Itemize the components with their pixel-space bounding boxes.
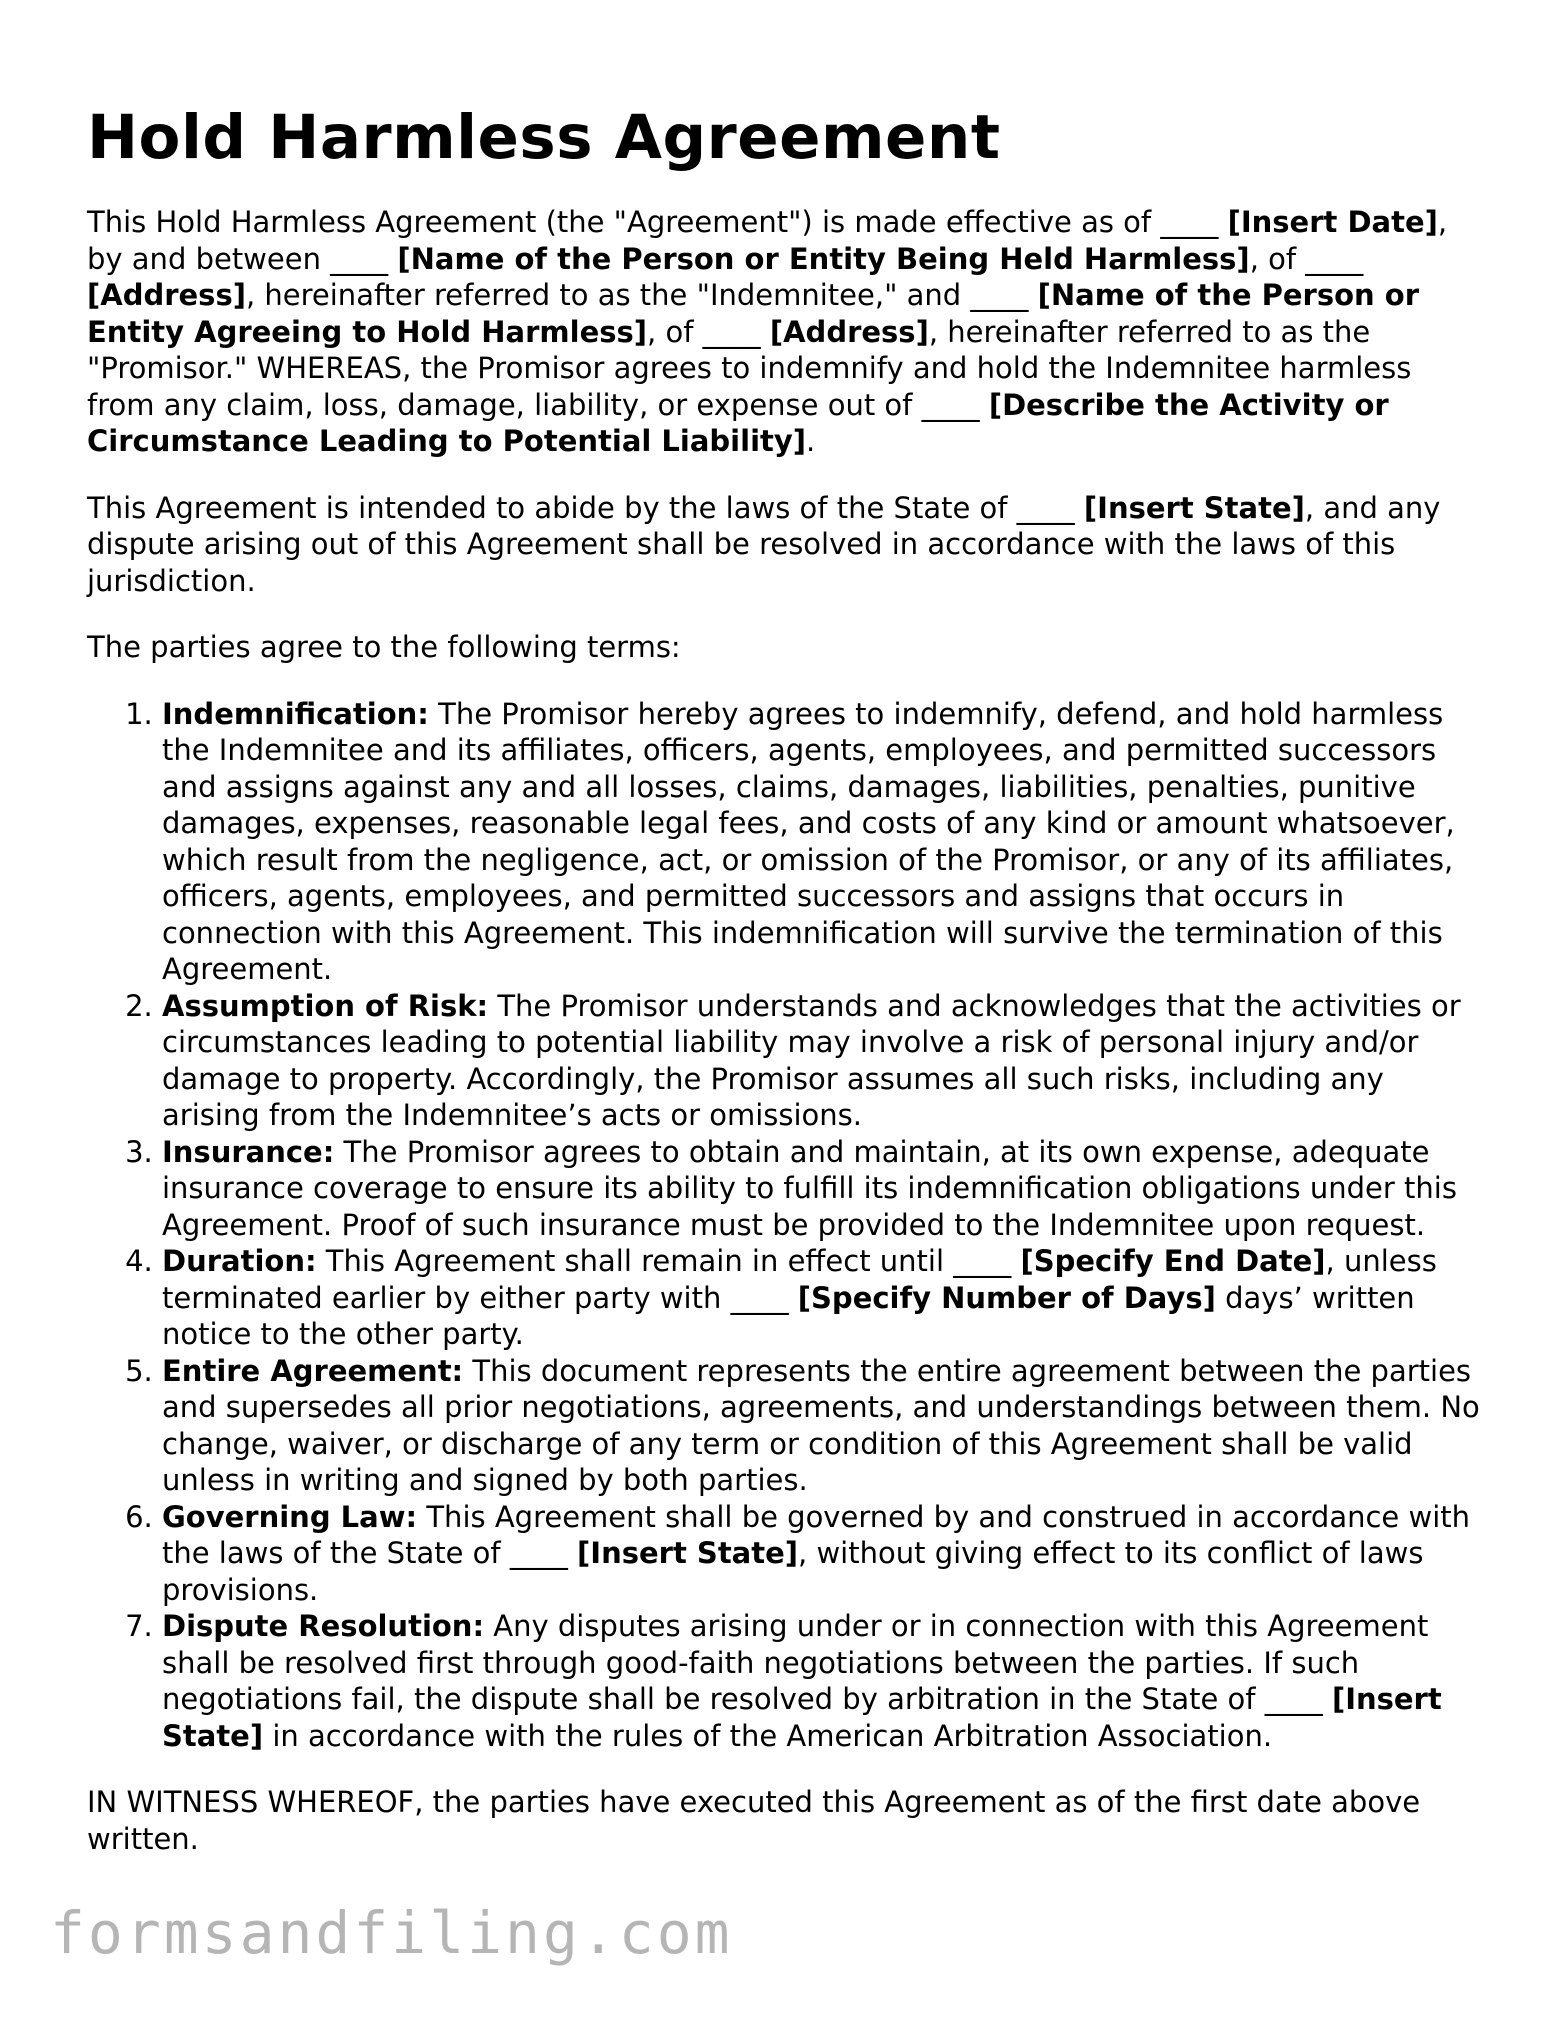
placeholder-end-date: [Specify End Date] <box>1020 1244 1326 1278</box>
term-heading: Governing Law: <box>162 1499 418 1534</box>
term-heading: Duration: <box>162 1244 317 1278</box>
placeholder-state: [Insert State] <box>1083 490 1305 525</box>
term-heading: Dispute Resolution: <box>162 1609 485 1643</box>
placeholder-state: [Insert State] <box>577 1536 799 1570</box>
term-heading: Indemnification: <box>162 696 429 731</box>
document-page <box>87 100 1487 1887</box>
terms-intro: The parties agree to the following terms: <box>87 630 681 664</box>
placeholder-state: [Insert State] <box>162 1682 1442 1753</box>
term-heading: Insurance: <box>162 1134 335 1169</box>
placeholder-indemnitee-address: [Address] <box>87 278 246 312</box>
term-governing-law: 6. Governing Law: This Agreement shall be governed by and construed in accordance with the laws of the State of ____ [Insert State], without giving effect to its conflict of laws provisions. <box>162 1499 1487 1609</box>
placeholder-activity: [Describe the Activity or Circumstance Leading to Potential Liability] <box>87 387 1389 458</box>
term-indemnification: 1. Indemnification: The Promisor hereby agrees to indemnify, defend, and hold harmless the Indemnitee and its affiliates, officers, agents, employees, and permitted successors and assigns against any and all losses, claims, damages, liabilities, penalties, punitive damages, expenses, reasonable legal fees, and costs of any kind or amount whatsoever, which result from the negligence, act, or omission of the Promisor, or any of its affiliates, officers, agents, employees, and permitted successors and assigns that occurs in connection with this Agreement. This indemnification will survive the termination of this Agreement. <box>162 696 1487 988</box>
term-duration: 4. Duration: This Agreement shall remain in effect until ____ [Specify End Date], unless terminated earlier by either party with ____ [Specify Number of Days] days’ written notice to the other party. <box>162 1243 1487 1353</box>
witness-paragraph: IN WITNESS WHEREOF, the parties have executed this Agreement as of the first date above written. <box>87 1785 1421 1856</box>
jurisdiction-paragraph: This Agreement is intended to abide by the laws of the State of ____ [Insert State], and any dispute arising out of this Agreement shall be resolved in accordance with the laws of this jurisdiction. <box>87 490 1441 598</box>
placeholder-promisor-name: [Name of the Person or Entity Agreeing to Hold Harmless] <box>87 278 1420 349</box>
term-assumption-of-risk: 2. Assumption of Risk: The Promisor understands and acknowledges that the activities or circumstances leading to potential liability may involve a risk of personal injury and/or damage to property. Accordingly, the Promisor assumes all such risks, including any arising from the Indemnitee’s acts or omissions. <box>162 988 1487 1134</box>
term-insurance: 3. Insurance: The Promisor agrees to obtain and maintain, at its own expense, adequate insurance coverage to ensure its ability to fulfill its indemnification obligations under this Agreement. Proof of such insurance must be provided to the Indemnitee upon request. <box>162 1134 1487 1244</box>
document-title: Hold Harmless Agreement <box>87 102 1001 173</box>
placeholder-indemnitee-name: [Name of the Person or Entity Being Held Harmless] <box>397 241 1250 276</box>
term-heading: Assumption of Risk: <box>162 988 489 1023</box>
watermark: formsandfiling.com <box>50 1899 733 1967</box>
terms-list <box>87 696 1487 1755</box>
term-heading: Entire Agreement: <box>162 1353 464 1388</box>
term-dispute-resolution: 7. Dispute Resolution: Any disputes arising under or in connection with this Agreement shall be resolved first through good-faith negotiations between the parties. If such negotiations fail, the dispute shall be resolved by arbitration in the State of ____ [Insert State] in accordance with the rules of the American Arbitration Association. <box>162 1608 1487 1754</box>
placeholder-date: [Insert Date] <box>1227 205 1438 239</box>
intro-paragraph: This Hold Harmless Agreement (the "Agreement") is made effective as of ____ [Insert Date], by and between ____ [Name of the Person or Entity Being Held Harmless], of ____ [Address], hereinafter referred to as the "Indemnitee," and ____ [Name of the Person or Entity Agreeing to Hold Harmless], of ____ [Address], hereinafter referred to as the "Promisor." WHEREAS, the Promisor agrees to indemnify and hold the Indemnitee harmless from any claim, loss, damage, liability, or expense out of ____ [Describe the Activity or Circumstance Leading to Potential Liability]. <box>87 205 1448 458</box>
placeholder-number-of-days: [Specify Number of Days] <box>797 1280 1216 1315</box>
term-entire-agreement: 5. Entire Agreement: This document represents the entire agreement between the parties and supersedes all prior negotiations, agreements, and understandings between them. No change, waiver, or discharge of any term or condition of this Agreement shall be valid unless in writing and signed by both parties. <box>162 1353 1487 1499</box>
placeholder-promisor-address: [Address] <box>769 314 929 349</box>
